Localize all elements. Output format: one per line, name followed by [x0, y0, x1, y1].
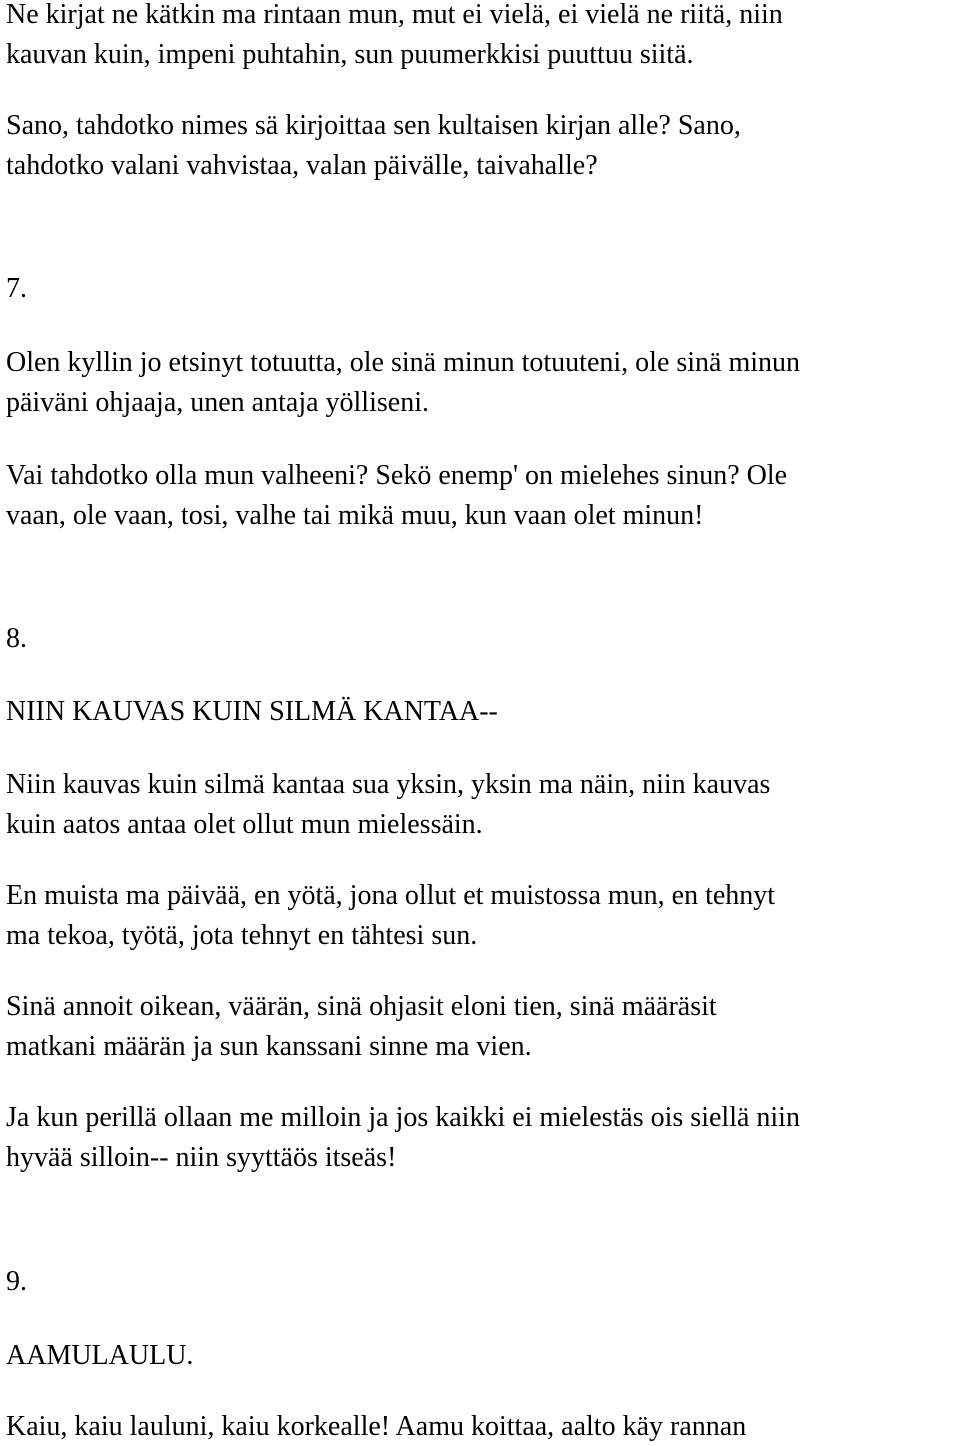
- text-line: Sano, tahdotko nimes sä kirjoittaa sen kultaisen kirjan alle? Sano,: [6, 110, 741, 141]
- section-number: 9.: [6, 1266, 27, 1297]
- text-line: Olen kyllin jo etsinyt totuutta, ole sinä minun totuuteni, ole sinä minun: [6, 347, 801, 378]
- text-line: päiväni ohjaaja, unen antaja yölliseni.: [6, 387, 429, 418]
- section-number: 7.: [6, 273, 27, 304]
- text-line: Kaiu, kaiu lauluni, kaiu korkealle! Aamu koittaa, aalto käy rannan: [6, 1411, 747, 1442]
- text-line: ma tekoa, työtä, jota tehnyt en tähtesi sun.: [6, 920, 478, 951]
- poem-title: AAMULAULU.: [6, 1340, 194, 1371]
- text-line: hyvää silloin-- niin syyttäös itseäs!: [6, 1142, 397, 1173]
- text-line: tahdotko valani vahvistaa, valan päivälle, taivahalle?: [6, 150, 598, 181]
- text-line: kuin aatos antaa olet ollut mun mielessäin.: [6, 809, 483, 840]
- text-line: matkani määrän ja sun kanssani sinne ma vien.: [6, 1031, 532, 1062]
- text-line: En muista ma päivää, en yötä, jona ollut et muistossa mun, en tehnyt: [6, 880, 776, 911]
- text-line: Niin kauvas kuin silmä kantaa sua yksin, yksin ma näin, niin kauvas: [6, 769, 771, 800]
- text-line: kauvan kuin, impeni puhtahin, sun puumerkkisi puuttuu siitä.: [6, 39, 694, 70]
- text-line: Vai tahdotko olla mun valheeni? Sekö enemp' on mielehes sinun? Ole: [6, 460, 788, 491]
- text-line: vaan, ole vaan, tosi, valhe tai mikä muu, kun vaan olet minun!: [6, 500, 704, 531]
- text-line: Ja kun perillä ollaan me milloin ja jos kaikki ei mielestäs ois siellä niin: [6, 1102, 800, 1133]
- text-line: Ne kirjat ne kätkin ma rintaan mun, mut ei vielä, ei vielä ne riitä, niin: [6, 0, 783, 30]
- text-line: Sinä annoit oikean, väärän, sinä ohjasit eloni tien, sinä määräsit: [6, 991, 717, 1022]
- poem-title: NIIN KAUVAS KUIN SILMÄ KANTAA--: [6, 696, 498, 727]
- section-number: 8.: [6, 623, 27, 654]
